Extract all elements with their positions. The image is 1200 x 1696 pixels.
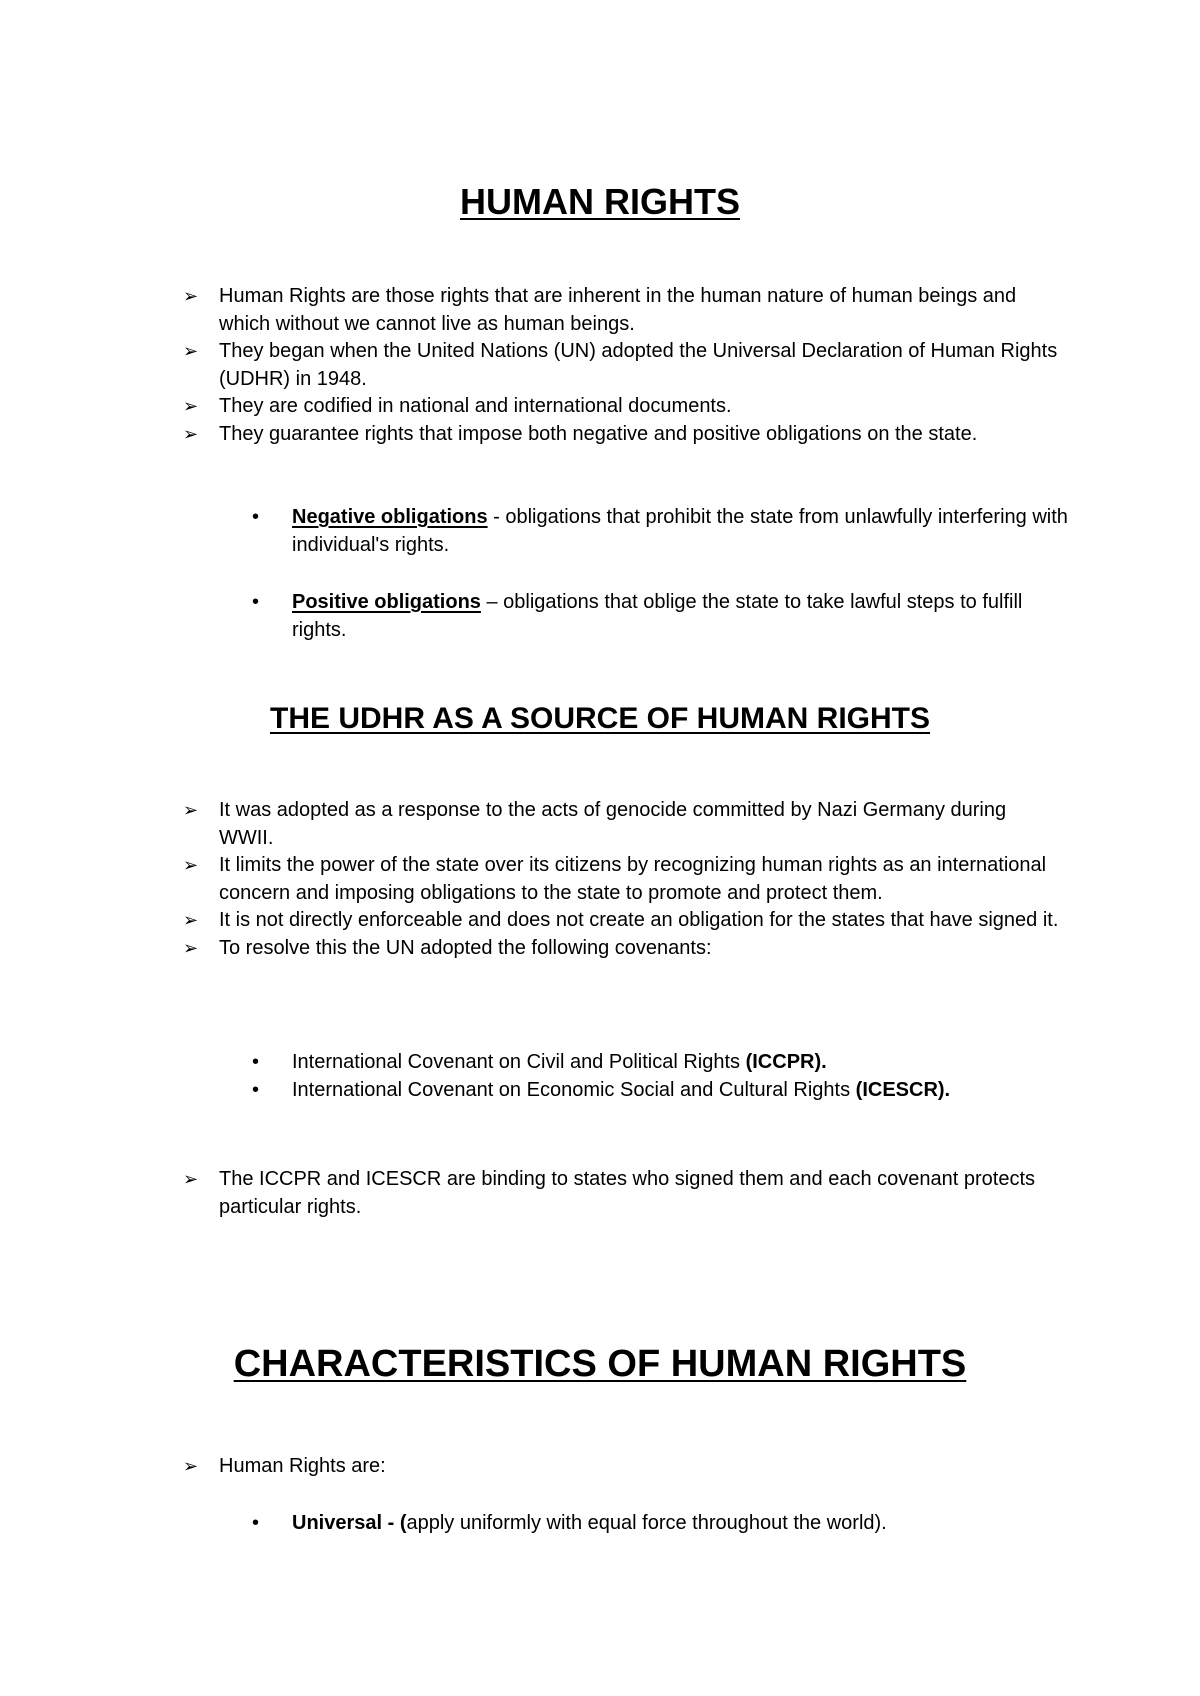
list-item bbox=[183, 338, 1063, 393]
arrow-bullet-icon: ➢ bbox=[183, 286, 199, 306]
page-title: HUMAN RIGHTS bbox=[460, 181, 740, 222]
round-bullet-icon: • bbox=[252, 1078, 260, 1101]
round-bullet-icon: • bbox=[252, 591, 260, 613]
characteristics-heading: CHARACTERISTICS OF HUMAN RIGHTS bbox=[233, 1343, 967, 1385]
arrow-bullet-icon: ➢ bbox=[183, 423, 199, 444]
universal-definition: apply uniformly with equal force throughout the world). bbox=[406, 1512, 887, 1534]
list-item bbox=[183, 1453, 1063, 1481]
list-item-text: The ICCPR and ICESCR are binding to states who signed them and each covenant protects particular rights. bbox=[219, 1168, 1036, 1218]
list-item bbox=[183, 1166, 1063, 1221]
arrow-bullet-icon: ➢ bbox=[183, 800, 199, 820]
characteristics-points bbox=[183, 1453, 1063, 1481]
list-item bbox=[252, 1049, 1072, 1077]
covenant-abbreviation: (ICESCR). bbox=[855, 1078, 951, 1101]
characteristics-list bbox=[252, 1510, 1072, 1538]
positive-obligations-definition: – obligations that oblige the state to take lawful steps to fulfill rights. bbox=[292, 591, 1023, 641]
negative-obligations-term: Negative obligations bbox=[292, 506, 488, 528]
list-item-text: To resolve this the UN adopted the following covenants: bbox=[219, 936, 712, 959]
obligation-positive bbox=[252, 589, 1072, 644]
list-item-text: Human Rights are those rights that are inherent in the human nature of human beings and which without we cannot live as human beings. bbox=[219, 285, 1017, 335]
positive-obligations-term: Positive obligations bbox=[292, 591, 481, 613]
list-item-text: It limits the power of the state over its citizens by recognizing human rights as an international concern and imposing obligations to the state to promote and protect them. bbox=[219, 854, 1047, 904]
list-item bbox=[183, 797, 1063, 852]
arrow-bullet-icon: ➢ bbox=[183, 1169, 199, 1189]
round-bullet-icon: • bbox=[252, 506, 260, 528]
list-item bbox=[252, 1077, 1072, 1105]
list-item bbox=[183, 393, 1063, 421]
list-item bbox=[183, 421, 1063, 449]
covenant-name: International Covenant on Civil and Political Rights bbox=[292, 1051, 746, 1073]
list-item bbox=[252, 1510, 1072, 1538]
list-item-text: It is not directly enforceable and does not create an obligation for the states that have signed it. bbox=[219, 909, 1059, 931]
negative-obligations-definition: - obligations that prohibit the state from unlawfully interfering with individual's rights. bbox=[292, 506, 1068, 556]
list-item bbox=[183, 852, 1063, 907]
universal-term: Universal - ( bbox=[292, 1512, 407, 1534]
list-item bbox=[252, 589, 1072, 644]
covenants-closing bbox=[183, 1166, 1063, 1221]
list-item-text: They guarantee rights that impose both negative and positive obligations on the state. bbox=[219, 422, 978, 445]
list-item-text: They are codified in national and international documents. bbox=[219, 395, 732, 417]
arrow-bullet-icon: ➢ bbox=[183, 341, 199, 361]
covenant-name: International Covenant on Economic Social and Cultural Rights bbox=[292, 1078, 856, 1101]
arrow-bullet-icon: ➢ bbox=[183, 1456, 199, 1476]
udhr-points bbox=[183, 797, 1063, 962]
arrow-bullet-icon: ➢ bbox=[183, 396, 199, 416]
list-item-text: They began when the United Nations (UN) adopted the Universal Declaration of Human Rights (UDHR) in 1948. bbox=[219, 340, 1058, 390]
covenant-abbreviation: (ICCPR). bbox=[745, 1051, 827, 1073]
list-item bbox=[252, 504, 1072, 559]
obligation-negative bbox=[252, 504, 1072, 559]
arrow-bullet-icon: ➢ bbox=[183, 910, 199, 930]
arrow-bullet-icon: ➢ bbox=[183, 855, 199, 875]
round-bullet-icon: • bbox=[252, 1051, 260, 1073]
list-item-text: Human Rights are: bbox=[219, 1455, 386, 1477]
udhr-section-heading: THE UDHR AS A SOURCE OF HUMAN RIGHTS bbox=[270, 702, 930, 735]
arrow-bullet-icon: ➢ bbox=[183, 937, 199, 958]
list-item bbox=[183, 283, 1063, 338]
round-bullet-icon: • bbox=[252, 1512, 260, 1534]
covenants-list bbox=[252, 1049, 1072, 1104]
list-item-text: It was adopted as a response to the acts of genocide committed by Nazi Germany during WWII. bbox=[219, 799, 1007, 849]
intro-points bbox=[183, 283, 1063, 448]
list-item bbox=[183, 935, 1063, 963]
list-item bbox=[183, 907, 1063, 935]
